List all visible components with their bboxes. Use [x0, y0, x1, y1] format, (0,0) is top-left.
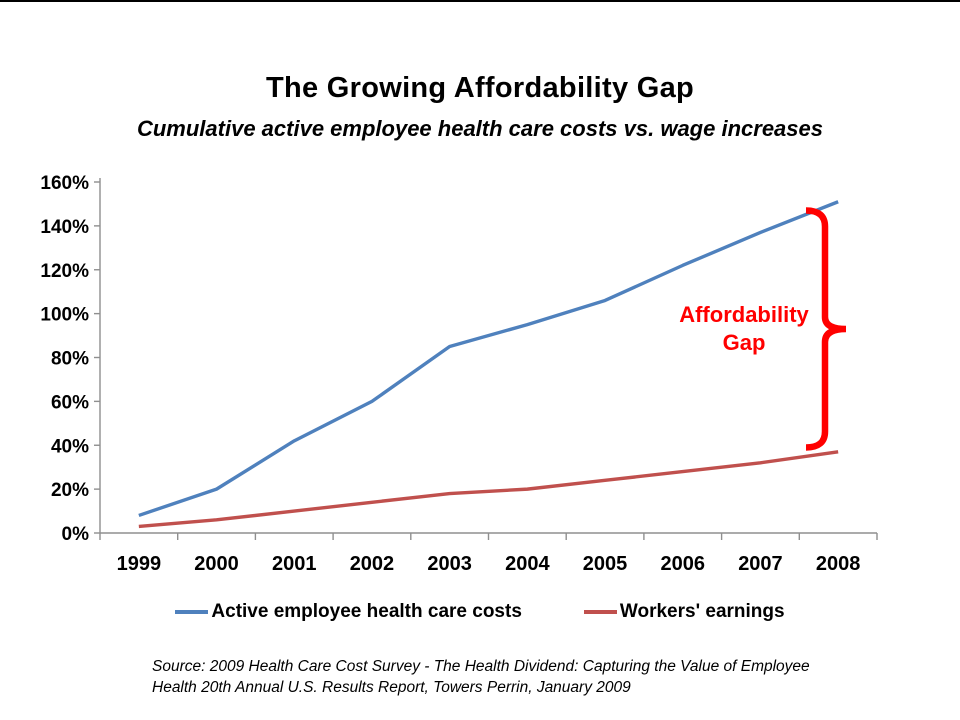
- legend-label-workers-earnings: Workers' earnings: [619, 601, 785, 622]
- legend-label-health-costs: Active employee health care costs: [211, 601, 522, 622]
- legend-item-workers-earnings: [584, 601, 785, 623]
- x-axis-label: 2001: [272, 553, 317, 575]
- x-axis-label: 2002: [349, 553, 395, 575]
- workers-earnings-line: [139, 452, 838, 527]
- chart-subtitle: Cumulative active employee health care costs vs. wage increases: [136, 116, 823, 141]
- x-axis-label: 2003: [427, 553, 472, 575]
- source-line-2: Health 20th Annual U.S. Results Report, Towers Perrin, January 2009: [152, 679, 631, 696]
- y-axis-label: 140%: [40, 216, 89, 238]
- chart-title: The Growing Affordability Gap: [265, 72, 695, 104]
- y-axis-label: 100%: [40, 304, 89, 326]
- y-axis-label: 80%: [50, 348, 89, 370]
- source-citation: [152, 656, 852, 698]
- x-axis-label: 2006: [660, 553, 705, 575]
- health-costs-line: [139, 202, 838, 516]
- x-axis-label: 2005: [582, 553, 628, 575]
- x-axis-label: 2007: [738, 553, 783, 575]
- legend-swatch-workers-earnings-icon: [584, 610, 617, 614]
- x-axis-label: 2008: [815, 553, 861, 575]
- annotation-line-2: Gap: [722, 330, 766, 355]
- legend-item-health-costs: [175, 601, 521, 623]
- x-axis-label: 2004: [505, 553, 550, 575]
- source-line-1: Source: 2009 Health Care Cost Survey - The Health Dividend: Capturing the Value of Employee: [152, 658, 810, 675]
- legend-swatch-health-costs-icon: [175, 610, 208, 614]
- y-axis-label: 160%: [40, 173, 89, 194]
- x-axis-label: 2000: [194, 553, 239, 575]
- affordability-gap-annotation: [634, 301, 854, 357]
- y-axis-label: 120%: [40, 260, 89, 282]
- y-axis-label: 20%: [50, 480, 89, 502]
- y-axis-label: 40%: [50, 436, 89, 458]
- annotation-line-1: Affordability: [679, 302, 809, 327]
- y-axis-label: 0%: [61, 524, 89, 545]
- chart-legend: [0, 601, 960, 623]
- x-axis-label: 1999: [116, 553, 162, 575]
- y-axis-label: 60%: [50, 392, 89, 414]
